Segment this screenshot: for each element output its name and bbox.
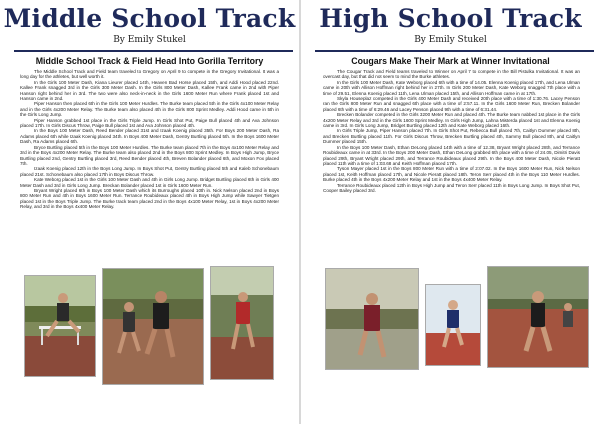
right-page: [301, 0, 600, 424]
paragraph: Terrance Roubideaux placed 12th in Boys High Jump and Teron Serr placed 11th in Boys Long Jump. In Boys Shot Put, Cooper Bailey placed 3rd.: [323, 182, 580, 193]
paragraph: In the Girls 100 Meter Dash, Kate Weborg placed 6th with a time of 14.05. Elenna Koenig placed 17th, and Lena Ulman came in 20th with Allison Hoffman right behind her in 27th. In Girls 200 Meter Dash, Kate Weborg snagged 7th place with a time of 29.51, Elenna Koenig placed 11th, Lena Ulman placed 15th, and Allison Hoffman came in at 17th.: [323, 79, 580, 96]
page-title: Middle School Track: [3, 4, 296, 33]
photo-distance: [487, 266, 589, 368]
paragraph: Piper Hanson grabbed 1st place in the Girls Triple Jump. In Girls Shot Put, Paige Bull placed 4th and Ava Johnson placed 17th. In Girls Discus Throw, Paige Bull placed 1st and Ava Johnson placed 4th.: [20, 117, 279, 129]
paragraph: Izaak Koenig placed 12th in the Boys Long Jump. In Boys Shot Put, Gentry Burtling placed 5th and Kaleb Schonebaum placed 21st. Schonebaum also placed 17th in Boys Discus Throw.: [20, 166, 279, 177]
page-title: High School Track: [319, 4, 582, 33]
photo-sprinter: [425, 284, 481, 366]
article-body: [323, 69, 580, 261]
paragraph: Skyla Houseplaz competed in the Girls 400 Meter Dash and received 20th place with a time of 1:30.76. Lacey Penson ran the Girls 800 Meter Run and snagged 6th place with a time of 2:57.11. In the Girls 1600 Meter Run, Brecken Bolander placed 6th with a time of 6:29.46 and Lacey Penson placed 9th with a time of 6:31.44.: [323, 96, 580, 112]
byline: By Emily Stukel: [113, 35, 186, 45]
paragraph: Kate Weborg placed 1st in the Girls 100 Meter Dash and 4th in Girls Long Jump. Bridget Burtling placed 6th in Girls 400 Meter Dash and 3rd in Girls Long Jump. Breckan Bolander placed 1st in Girls 1600 Meter Run.: [20, 177, 279, 188]
article-headline: Middle School Track & Field Head Into Gorilla Territory: [35, 56, 264, 66]
paragraph: In the Boys 100 Meter Dash, Ethan DeLong placed 14th with a time of 12.38, Bryant Wright placed 28th, and Terrance Roubideaux came in at 33rd. In the Boys 200 Meter Dash, Ethan DeLong grabbed 6th place with a time of 24.05, Dimitri Davis placed 29th, Bryant Wright placed 29th, and Terrance Roubideaux placed 29th. In the Boys 400 Meter Dash, Nicole Pieratt placed 11th with a time of 1:03.68 and Keith Hoffman placed 17th.: [323, 144, 580, 166]
paragraph: Tyson Mayer placed 1st in the Boys 800 Meter Run with a time of 2:07.02. In the Boys 1600 Meter Run, Nick Nelson placed 1st, Keith Hoffman placed 17th, and Nicole Pieratt placed 18th. Teron Serr placed 4th in the Boys 110 Meter Hurdles. Burke placed 4th in the Boys 4x200 Meter Relay and 1st in the Boys 4x400 Meter Relay.: [323, 166, 580, 183]
title-rule: [315, 50, 594, 52]
title-rule: [14, 50, 293, 52]
photo-runners: [102, 268, 204, 385]
byline: By Emily Stukel: [414, 35, 487, 45]
paragraph: Bryant Wright placed 6th in Boys 100 Meter Dash which its Burroughs placed 10th in. Nick Nelson placed 2nd in Boys 800 Meter Run and 4th in Boys 1600 Meter Run. Terrance Roubideaux placed 4th in Boys High Jump while Sawyer Tietgen placed 1st in the Boys Triple Jump. The Burke track team placed 2nd in the Boys 4x100 Meter Relay, 1st in Boys 4x200 Meter Relay, and 3rd in the Boys 4x400 Meter Relay.: [20, 187, 279, 210]
left-page: [0, 0, 299, 424]
paragraph: Brecken Bolander competed in the Girls 3200 Meter Run and placed 4th. The Burke team nabbed 1st place in the Girls 4x200 Meter Relay and 3rd in the Girls 1600 Sprint Medley. In Girls High Jump, Lahna Misterda placed 1st and Elenna Koenig came in 3rd. In Girls Long Jump, Bridget Burtling placed 12th and Kate Weborg placed 16th.: [323, 112, 580, 129]
article-body: [20, 69, 279, 247]
paragraph: The Middle School Track and Field team traveled to Gregory on April 9 to compete in the Gregory Invitational. It was a long day for the athletes, but well worth it.: [20, 69, 279, 80]
paragraph: Bryce Burtling placed 5th in the Boys 100 Meter Hurdles. The Burke team placed 7th in the Boys 4x100 Meter Relay and 3rd in the Boys 4x200 Meter Relay. The Burke team also placed 2nd in the Boys 800 Sprint Medley. In Boys High Jump, Bryce Burtling placed 2nd, Gentry Burtling placed 3rd, Reed Bender placed 4th, Breven Bolander placed 6th, and Moxon Fox placed 7th.: [20, 144, 279, 166]
paragraph: Piper Hanson then placed 6th in the Girls 100 Meter Hurdles. The Burke team placed 5th in the Girls 4x100 Meter Relay and in the Girls 4x200 Meter Relay. The Burke team also placed 4th in the Girls 800 Sprint Medley. Addi Hood came in 5th in the Girls Long Jump.: [20, 101, 279, 118]
article-headline: Cougars Make Their Mark at Winner Invitational: [351, 56, 550, 66]
paragraph: The Cougar Track and Field teams traveled to Winner on April 7 to compete in the Bill Pistulka Invitational. It was an overcast day, but that did not seem to mind the Burke athletes.: [323, 69, 580, 80]
paragraph: In Girls Triple Jump, Piper Hanson placed 7th. In Girls Shot Put, Rebecca Bull placed 7th, Caitlyn Dummer placed 8th, and Brecken Burtling placed 11th. For Girls Discus Throw, Brecken Burtling placed 4th, Sammy Bull placed 8th, and Caitlyn Dummer placed 15th.: [323, 128, 580, 145]
photo-hurdler: [24, 275, 96, 377]
photo-shot-put: [325, 268, 419, 370]
paragraph: In the Boys 100 Meter Dash, Reed Bender placed 31st and Izaak Koenig placed 35th. For Boys 200 Meter Dash, Ra Adams placed 6th while Izaak Koenig placed 34th. In Boys 400 Meter Dash, Gentry Burtling placed 5th. In the Boys 1600 Meter Dash, Ra Adams placed 6th.: [20, 128, 279, 145]
paragraph: In the Girls 100 Meter Dash, Kiana Lieurer placed 14th, Heaven Bad Horse placed 15th, and Addi Hood placed 22nd. Kallee Frank snagged 3rd in the Girls 300 Meter Dash. In the Girls 800 Meter Dash, Kallee Frank came in 2nd with Piper Hanson right behind her in 3rd. The two were also neck-in-neck in the Girls 1600 Meter Run where Frank placed 1st and Hanson came in 2nd.: [20, 79, 279, 102]
photo-jumper: [210, 266, 274, 380]
